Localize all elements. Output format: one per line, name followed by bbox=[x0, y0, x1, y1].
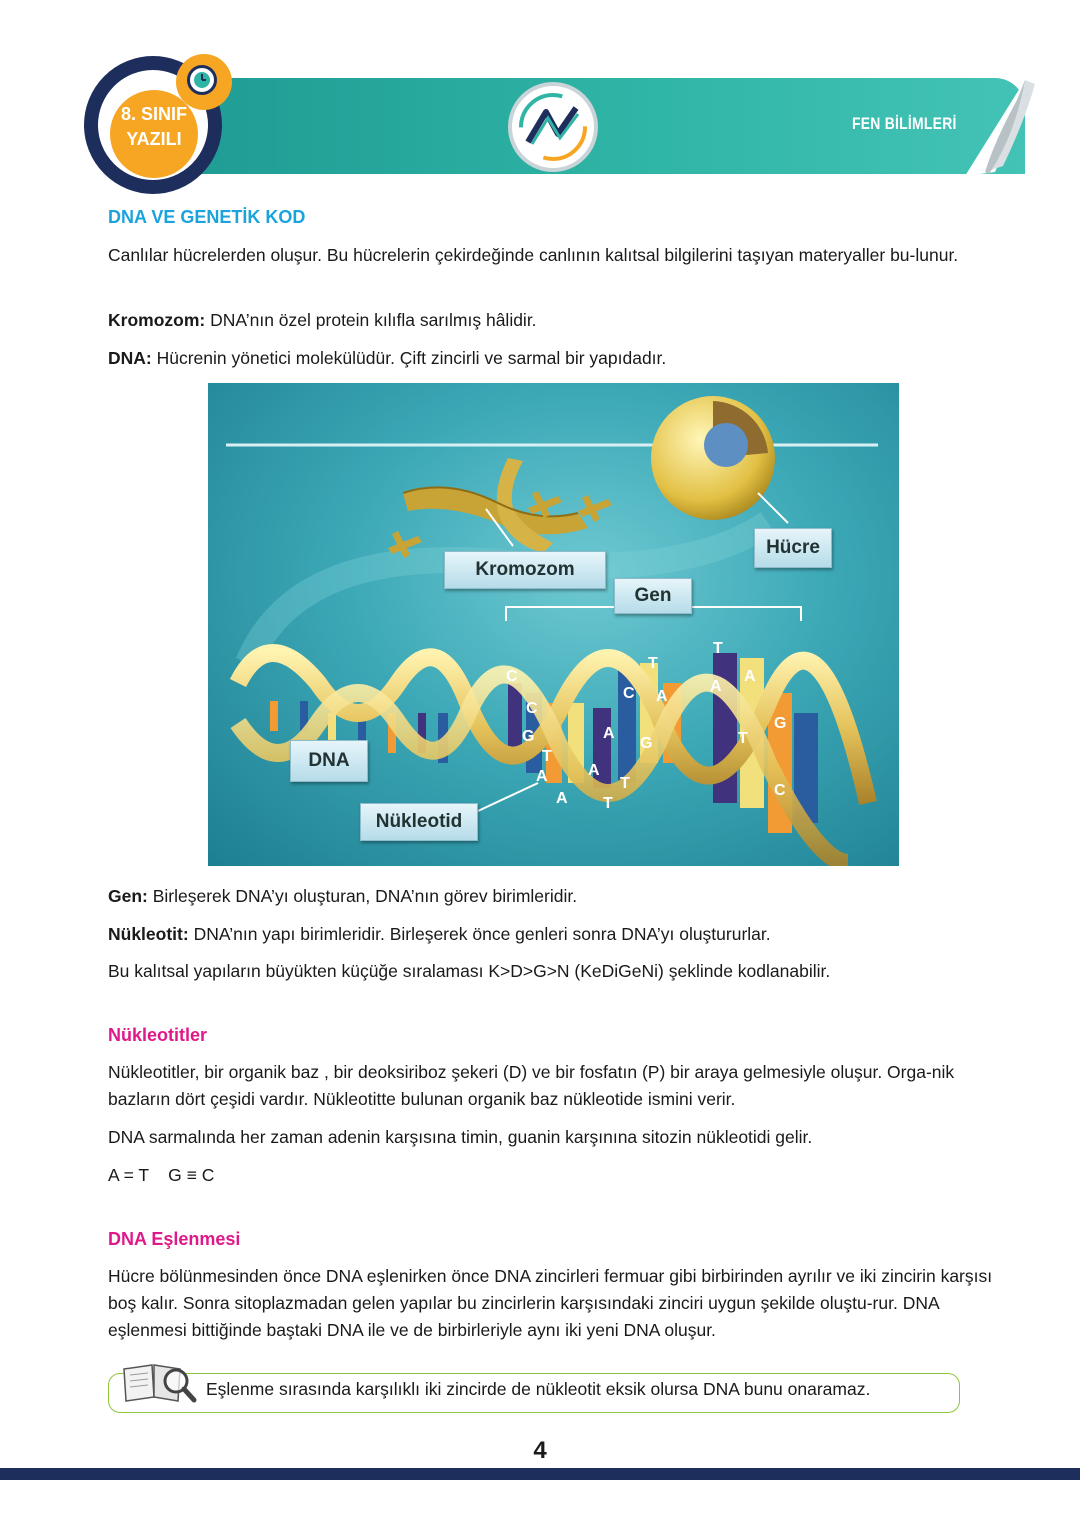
label-dna: DNA bbox=[290, 740, 368, 782]
svg-text:C: C bbox=[506, 668, 518, 685]
eslenme-paragraph: Hücre bölünmesinden önce DNA eşlenirken önce DNA zincirleri fermuar gibi birbirinden ayrılır ve iki zincirin karşısı boş kalır. Sonra sitoplazmadan gelen yapılar bu zincirlerin karşısındaki zinciri uygun şekilde oluştu-rur. DNA eşlenmesi bittiğinde baştaki DNA ile ve de birbirleriyle aynı iki yeni DNA oluşur. bbox=[108, 1266, 993, 1340]
svg-text:C: C bbox=[774, 782, 786, 799]
section-title-dna: DNA VE GENETİK KOD bbox=[108, 207, 306, 227]
footer-bar bbox=[0, 1468, 1080, 1480]
section-title-eslenme: DNA Eşlenmesi bbox=[108, 1229, 241, 1249]
clock-icon bbox=[187, 65, 217, 95]
dna-illustration bbox=[208, 383, 899, 866]
nukleotit-definition bbox=[108, 921, 1003, 948]
nukleotitler-paragraph: Nükleotitler, bir organik baz , bir deoksiriboz şekeri (D) ve bir fosfatın (P) bir araya gelmesiyle oluşur. Orga-nik bazların dört çeşidi vardır. Nükleotitte bulunan organik baz nükleotide ismini verir. bbox=[108, 1062, 955, 1109]
subject-title: FEN BİLİMLERİ bbox=[852, 114, 957, 133]
book-magnifier-icon bbox=[118, 1355, 198, 1405]
kromozom-text: DNA’nın özel protein kılıfla sarılmış hâlidir. bbox=[205, 310, 537, 330]
chromosome-shape bbox=[403, 458, 588, 553]
label-nukleotid: Nükleotid bbox=[360, 803, 478, 841]
svg-text:A: A bbox=[588, 762, 600, 779]
svg-text:T: T bbox=[738, 730, 748, 747]
pairing-paragraph: DNA sarmalında her zaman adenin karşısına timin, guanin karşınına sitozin nükleotidi gelir. bbox=[108, 1127, 813, 1147]
badge-line2: YAZILI bbox=[126, 129, 182, 149]
label-gen: Gen bbox=[614, 578, 692, 614]
svg-text:C: C bbox=[623, 685, 635, 702]
dna-illustration-art bbox=[208, 383, 899, 866]
dna-term: DNA: bbox=[108, 348, 152, 368]
order-paragraph: Bu kalıtsal yapıların büyükten küçüğe sıralaması K>D>G>N (KeDiGeNi) şeklinde kodlanabilir. bbox=[108, 961, 831, 981]
nukleotit-term: Nükleotit: bbox=[108, 924, 189, 944]
dna-text: Hücrenin yönetici molekülüdür. Çift zincirli ve sarmal bir yapıdadır. bbox=[151, 348, 667, 368]
dna-definition bbox=[108, 345, 1003, 372]
svg-text:T: T bbox=[603, 795, 613, 812]
gen-text: Birleşerek DNA’yı oluşturan, DNA’nın görev birimleridir. bbox=[147, 886, 578, 906]
page-curl-decoration bbox=[955, 80, 1035, 176]
svg-text:A: A bbox=[603, 725, 615, 742]
note-text: Eşlenme sırasında karşılıklı iki zincirde de nükleotit eksik olursa DNA bunu onaramaz. bbox=[206, 1379, 871, 1399]
label-hucre: Hücre bbox=[754, 528, 832, 568]
kromozom-definition bbox=[108, 307, 1003, 334]
svg-text:A: A bbox=[556, 790, 568, 807]
badge-line1: 8. SINIF bbox=[120, 104, 187, 124]
publisher-logo bbox=[508, 82, 598, 172]
section-title-nukleotitler: Nükleotitler bbox=[108, 1025, 208, 1045]
svg-text:C: C bbox=[526, 700, 538, 717]
gen-definition bbox=[108, 883, 1003, 910]
gen-term: Gen: bbox=[108, 886, 148, 906]
grade-badge-text bbox=[110, 102, 198, 152]
svg-text:T: T bbox=[542, 748, 552, 765]
label-kromozom: Kromozom bbox=[444, 551, 606, 589]
svg-text:G: G bbox=[640, 735, 653, 752]
svg-text:A: A bbox=[536, 768, 548, 785]
intro-paragraph: Canlılar hücrelerden oluşur. Bu hücrelerin çekirdeğinde canlının kalıtsal bilgilerini taşıyan materyaller bu-lunur. bbox=[108, 245, 959, 265]
svg-text:G: G bbox=[522, 728, 535, 745]
kromozom-term: Kromozom: bbox=[108, 310, 206, 330]
svg-text:T: T bbox=[648, 655, 658, 672]
svg-text:A: A bbox=[710, 678, 722, 695]
svg-text:A: A bbox=[656, 688, 668, 705]
base-pairs: A = T G ≡ C bbox=[108, 1165, 215, 1185]
svg-text:T: T bbox=[713, 640, 723, 657]
svg-text:T: T bbox=[620, 775, 630, 792]
svg-text:A: A bbox=[744, 668, 756, 685]
svg-text:G: G bbox=[774, 715, 787, 732]
page-number: 4 bbox=[533, 1437, 547, 1464]
nukleotit-text: DNA’nın yapı birimleridir. Birleşerek önce genleri sonra DNA’yı oluştururlar. bbox=[188, 924, 771, 944]
